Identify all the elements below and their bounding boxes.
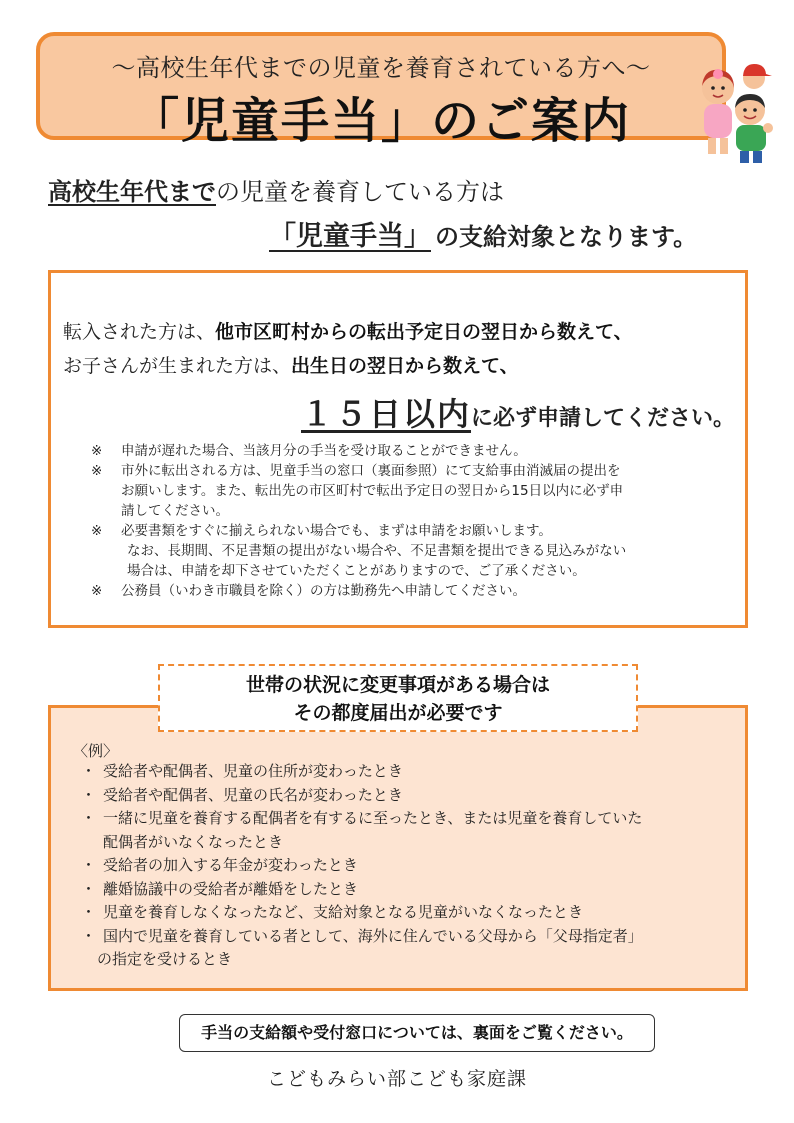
change-list (81, 760, 731, 972)
change-item (81, 854, 731, 878)
note-mark: ※ (91, 523, 103, 539)
note-text: なお、長期間、不足書類の提出がない場合や、不足書類を提出できる見込みがない (127, 543, 627, 559)
notice-line-birth (63, 351, 519, 378)
note-mark: ※ (91, 583, 103, 599)
lead-line-2-rest: の支給対象となります。 (435, 223, 698, 251)
note-text: 請してください。 (121, 503, 229, 519)
change-item (81, 807, 731, 854)
change-item (81, 925, 731, 972)
notice-line-3-rest: に必ず申請してください。 (471, 406, 736, 431)
change-item-text: 離婚協議中の受給者が離婚をしたとき (103, 879, 359, 898)
note-text: 申請が遅れた場合、当該月分の手当を受け取ることができません。 (121, 443, 527, 459)
notice-line-1-plain: 転入された方は、 (63, 321, 216, 343)
note-item (91, 441, 731, 461)
change-item-text: 配偶者がいなくなったとき (103, 832, 284, 851)
bullet: ・ (81, 879, 97, 898)
bullet: ・ (81, 785, 97, 804)
lead-line-1-rest: の児童を養育している方は (216, 178, 504, 206)
change-item-text: 児童を養育しなくなったなど、支給対象となる児童がいなくなったとき (103, 903, 584, 921)
notice-line-move-in (63, 317, 633, 344)
bullet: ・ (81, 762, 97, 780)
lead-line-1 (48, 172, 504, 207)
deadline-days: １５日以内 (301, 395, 472, 433)
change-item-text: 受給者や配偶者、児童の氏名が変わったとき (103, 785, 403, 804)
changes-title-box (158, 664, 638, 732)
changes-title-line-1: 世帯の状況に変更事項がある場合は (245, 674, 550, 696)
notice-line-1-bold: 他市区町村からの転出予定日の翌日から数えて、 (215, 321, 633, 343)
change-item-text: 一緒に児童を養育する配偶者を有するに至ったとき、または児童を養育していた (103, 809, 643, 827)
note-item (91, 581, 731, 601)
note-text: 公務員（いわき市職員を除く）の方は勤務先へ申請してください。 (121, 583, 526, 599)
header-banner (36, 32, 726, 149)
lead-emphasis-age: 高校生年代まで (48, 178, 216, 206)
note-text: 市外に転出される方は、児童手当の窓口（裏面参照）にて支給事由消滅届の提出を (121, 463, 621, 479)
note-text: お願いします。また、転出先の市区町村で転出予定日の翌日から15日以内に必ず申 (121, 483, 624, 499)
bullet: ・ (81, 856, 97, 874)
note-mark: ※ (91, 443, 103, 459)
children-illustration (688, 58, 778, 168)
changes-section (48, 705, 748, 991)
bullet: ・ (81, 903, 97, 921)
notice-line-2-bold: 出生日の翌日から数えて、 (291, 355, 519, 377)
notice-line-2-plain: お子さんが生まれた方は、 (63, 355, 292, 377)
change-item (81, 901, 731, 925)
change-item-text: 国内で児童を養育している者として、海外に住んでいる父母から「父母指定者」 (103, 926, 643, 945)
change-item (81, 878, 731, 902)
note-text: 場合は、申請を却下させていただくことがありますので、ご了承ください。 (127, 563, 586, 579)
change-item-text: の指定を受けるとき (97, 950, 233, 968)
note-item (91, 461, 731, 521)
lead-emphasis-allowance: 「児童手当」 (269, 221, 431, 252)
back-page-note: 手当の支給額や受付窓口については、裏面をご覧ください。 (179, 1014, 655, 1052)
deadline-notice-box (48, 270, 748, 628)
page-title: 「児童手当」のご案内 (130, 93, 631, 149)
change-item-text: 受給者や配偶者、児童の住所が変わったとき (103, 762, 403, 780)
header-subtitle: ～高校生年代までの児童を養育されている方へ～ (111, 54, 651, 82)
change-item (81, 760, 731, 784)
bullet: ・ (81, 926, 97, 945)
change-item (81, 784, 731, 808)
change-item-text: 受給者の加入する年金が変わったとき (103, 856, 358, 874)
example-label: 〈例〉 (73, 742, 119, 760)
bullet: ・ (81, 809, 97, 827)
department-name: こどもみらい部こども家庭課 (266, 1068, 527, 1090)
changes-title-line-2: その都度届出が必要です (293, 702, 503, 724)
lead-line-2 (265, 214, 697, 253)
notice-line-deadline (301, 389, 735, 435)
note-text: 必要書類をすぐに揃えられない場合でも、まずは申請をお願いします。 (121, 523, 552, 539)
note-item (91, 521, 731, 581)
note-mark: ※ (91, 463, 103, 479)
notice-notes (91, 441, 731, 601)
